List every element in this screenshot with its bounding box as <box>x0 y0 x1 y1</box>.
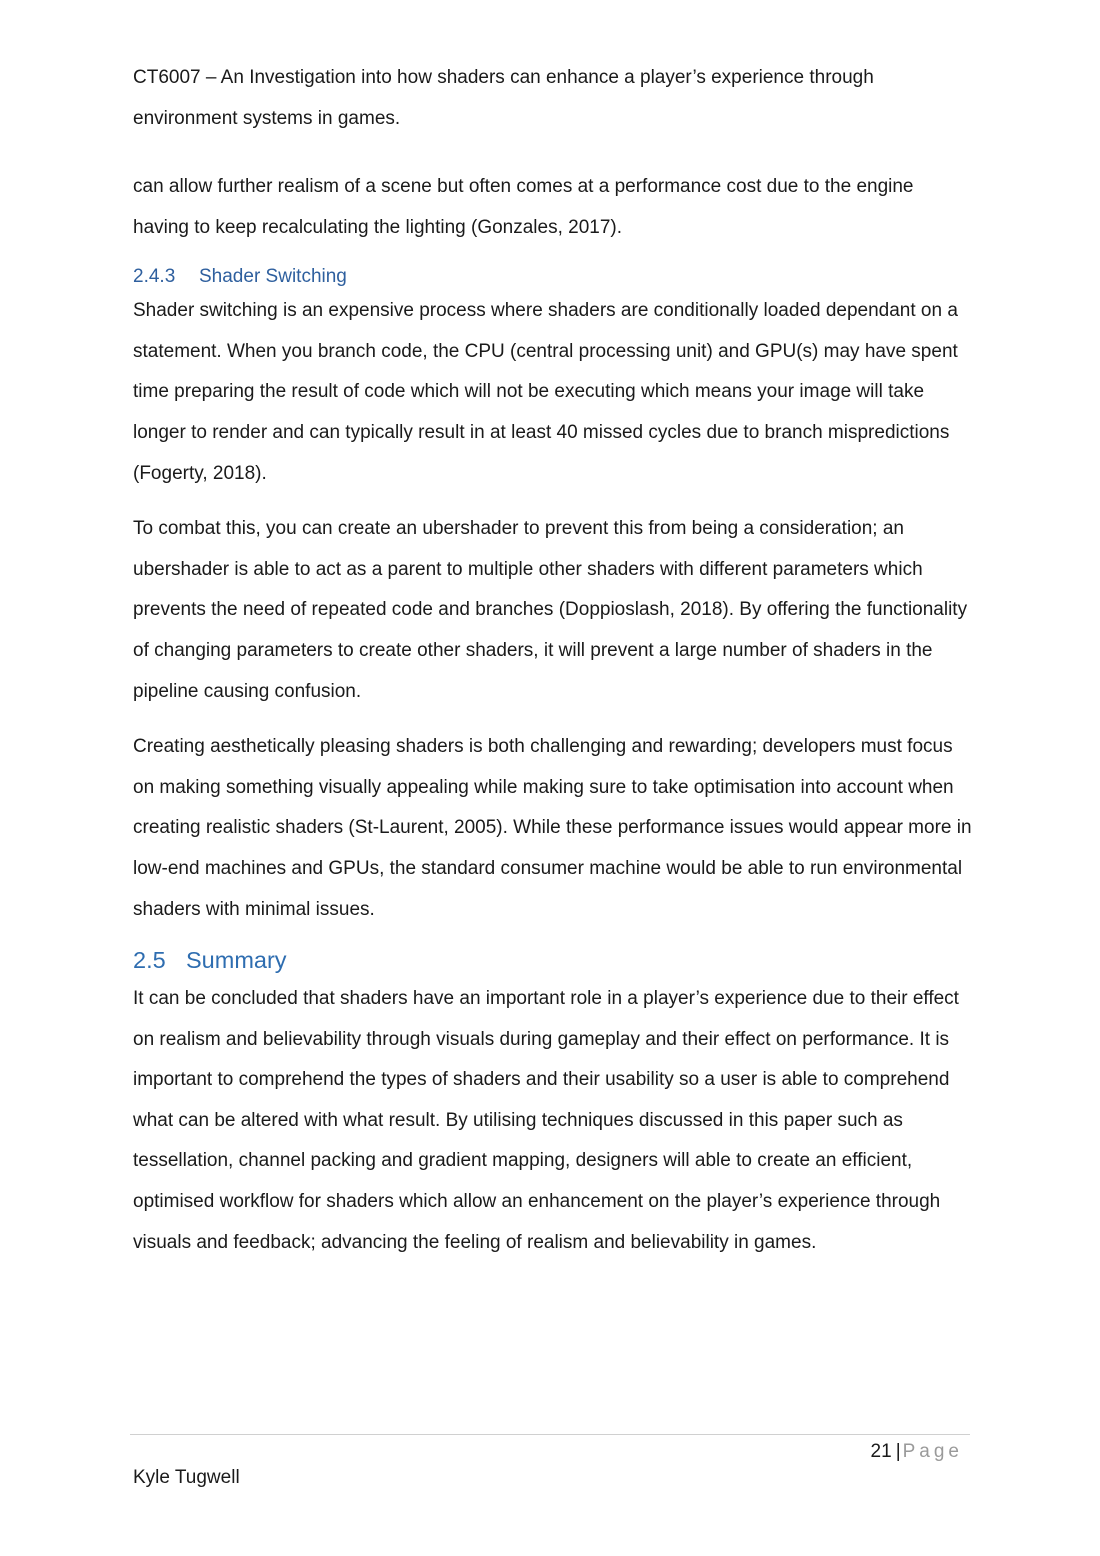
section-heading-2-5 <box>133 945 973 975</box>
section-heading-2-4-3 <box>133 263 973 291</box>
paragraph-shader-switching-2: To combat this, you can create an ubershader to prevent this from being a consideration; an ubershader is able to act as a parent to multiple other shaders with different parameters which prevents the need of repeated code and branches (Doppioslash, 2018). By offering the functionality of changing parameters to create other shaders, it will prevent a large number of shaders in the pipeline causing confusion. <box>133 518 968 702</box>
running-header <box>133 58 973 139</box>
author-name: Kyle Tugwell <box>133 1467 240 1488</box>
section-title: Shader Switching <box>199 266 347 288</box>
paragraph-summary: It can be concluded that shaders have an important role in a player’s experience due to their effect on realism and believability through visuals during gameplay and their effect on performance. It is important to comprehend the types of shaders and their usability so a user is able to comprehend what can be altered with what result. By utilising techniques discussed in this paper such as tessellation, channel packing and gradient mapping, designers will able to create an efficient, optimised workflow for shaders which allow an enhancement on the player’s experience through visuals and feedback; advancing the feeling of realism and believability in games. <box>133 988 959 1253</box>
page-body <box>133 167 973 1278</box>
page-label: Page <box>902 1441 963 1462</box>
paragraph-shader-switching-1: Shader switching is an expensive process where shaders are conditionally loaded dependant on a statement. When you branch code, the CPU (central processing unit) and GPU(s) may have spent time preparing the result of code which will not be executing which means your image will take longer to render and can typically result in at least 40 missed cycles due to branch mispredictions (Fogerty, 2018). <box>133 300 958 484</box>
section-number: 2.4.3 <box>133 266 176 288</box>
running-header-line-2: environment systems in games. <box>133 107 401 129</box>
paragraph-shader-switching-3: Creating aesthetically pleasing shaders is both challenging and rewarding; developers must focus on making something visually appealing while making sure to take optimisation into account when creating realistic shaders (St-Laurent, 2005). While these performance issues would appear more in low-end machines and GPUs, the standard consumer machine would be able to run environmental shaders with minimal issues. <box>133 736 972 920</box>
page-number-separator: | <box>895 1441 901 1462</box>
section-title: Summary <box>186 947 287 974</box>
running-header-line-1: CT6007 – An Investigation into how shaders can enhance a player’s experience through <box>133 67 874 88</box>
page-number <box>871 1439 963 1465</box>
section-number: 2.5 <box>133 947 166 974</box>
continued-paragraph: can allow further realism of a scene but often comes at a performance cost due to the engine having to keep recalculating the lighting (Gonzales, 2017). <box>133 176 914 238</box>
footer-divider <box>130 1434 970 1435</box>
page-number-value: 21 <box>870 1441 892 1462</box>
